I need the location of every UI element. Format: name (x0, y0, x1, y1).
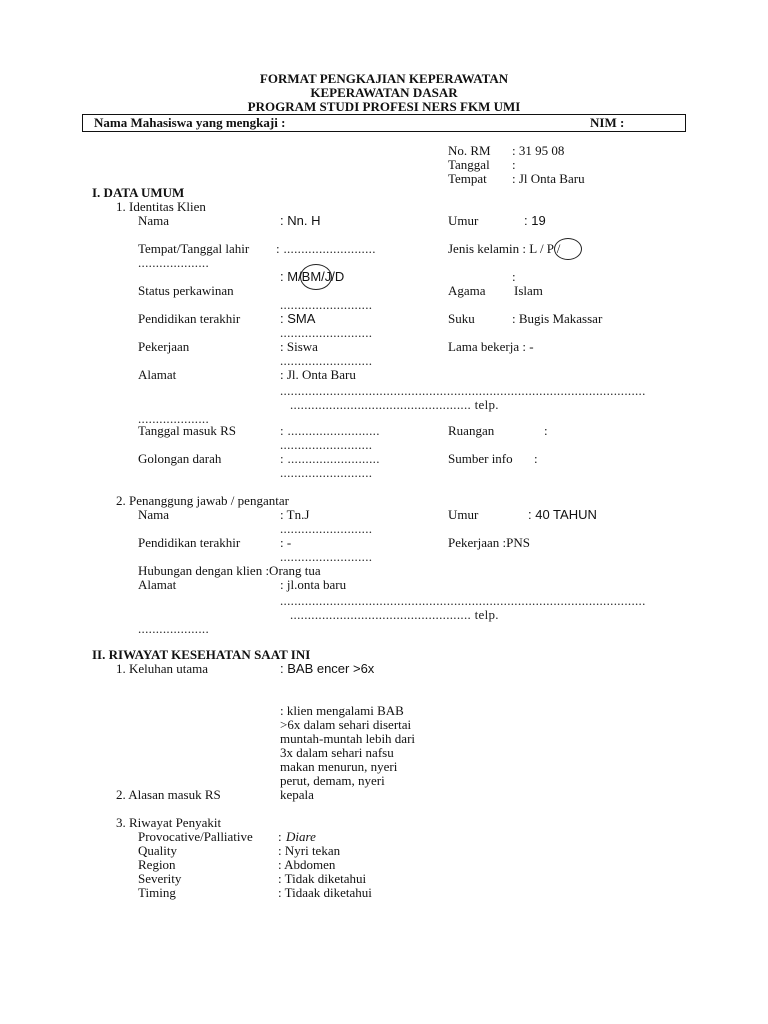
severity-label: Severity (138, 871, 182, 886)
agama-colon: : (512, 269, 516, 284)
ttl-value: : .......................... (276, 241, 376, 256)
tanggal-masuk-value: : .......................... (280, 423, 380, 438)
pj-pendidikan-label: Pendidikan terakhir (138, 535, 241, 550)
timing-label: Timing (138, 885, 176, 900)
lama-bekerja: Lama bekerja : - (448, 339, 534, 354)
agama-label: Agama (448, 283, 486, 298)
ruangan-label: Ruangan (448, 423, 495, 438)
agama-value: Islam (514, 283, 543, 298)
ttl-continuation: .................... (138, 255, 209, 270)
penanggung-jawab-heading: 2. Penanggung jawab / pengantar (116, 493, 289, 508)
pj-alamat-dotfill: ....................................................................................................... (280, 593, 646, 608)
pekerjaan-label: Pekerjaan (138, 339, 190, 354)
alasan-line: : klien mengalami BAB (280, 703, 404, 718)
nama-label: Nama (138, 213, 170, 228)
pekerjaan-dotfill: .......................... (280, 353, 373, 368)
section-data-umum: I. DATA UMUM (92, 185, 185, 200)
identitas-klien-heading: 1. Identitas Klien (116, 199, 206, 214)
golongan-darah-value: : .......................... (280, 451, 380, 466)
umur-value: : 19 (524, 213, 546, 228)
pj-nama-dotfill: .......................... (280, 521, 373, 536)
quality-value: : Nyri tekan (278, 843, 341, 858)
pj-hubungan: Hubungan dengan klien :Orang tua (138, 563, 321, 578)
pj-pekerjaan: Pekerjaan :PNS (448, 535, 530, 550)
quality-label: Quality (138, 843, 177, 858)
pj-nama-label: Nama (138, 507, 170, 522)
pj-umur-label: Umur (448, 507, 479, 522)
golongan-darah-label: Golongan darah (138, 451, 222, 466)
nim-label: NIM : (590, 115, 625, 130)
sumber-info-label: Sumber info (448, 451, 513, 466)
status-dotfill: .......................... (280, 297, 373, 312)
pj-alamat-value: : jl.onta baru (280, 577, 347, 592)
umur-label: Umur (448, 213, 479, 228)
sumber-info-value: : (534, 451, 538, 466)
ttl-label: Tempat/Tanggal lahir (138, 241, 250, 256)
status-label: Status perkawinan (138, 283, 234, 298)
tanggal-masuk-label: Tanggal masuk RS (138, 423, 237, 438)
nama-value: : Nn. H (280, 213, 321, 228)
alamat-dotfill: ....................................................................................................... (280, 383, 646, 398)
alasan-masuk-label: 2. Alasan masuk RS (116, 787, 221, 802)
severity-value: : Tidak diketahui (278, 871, 367, 886)
form-title: FORMAT PENGKAJIAN KEPERAWATAN (259, 71, 509, 86)
suku-value: : Bugis Makassar (512, 311, 603, 326)
keluhan-utama-value: : BAB encer >6x (280, 661, 375, 676)
alamat-value: : Jl. Onta Baru (280, 367, 356, 382)
status-options: : M/BM/J/D (280, 269, 345, 284)
tanggal-label: Tanggal (448, 157, 490, 172)
keluhan-utama-label: 1. Keluhan utama (116, 661, 209, 676)
form-program: PROGRAM STUDI PROFESI NERS FKM UMI (247, 99, 521, 114)
timing-value: : Tidaak diketahui (278, 885, 372, 900)
provocative-colon: : (278, 829, 282, 844)
gender-circle-mark (554, 238, 582, 260)
no-rm-label: No. RM (448, 143, 491, 158)
ruangan-value: : (544, 423, 548, 438)
pj-alamat-telp-line: ................................................... telp. (290, 607, 499, 622)
provocative-value: Diare (286, 829, 316, 844)
alasan-line: kepala (280, 787, 314, 802)
alasan-line: 3x dalam sehari nafsu (280, 745, 394, 760)
status-circle-mark (300, 264, 332, 290)
region-label: Region (138, 857, 176, 872)
suku-label: Suku (448, 311, 475, 326)
alasan-line: makan menurun, nyeri (280, 759, 398, 774)
no-rm-value: : 31 95 08 (512, 143, 565, 158)
region-value: : Abdomen (278, 857, 336, 872)
tanggal-masuk-dotfill: .......................... (280, 437, 373, 452)
jenis-kelamin: Jenis kelamin : L / P / (448, 241, 561, 256)
alamat-continuation: .................... (138, 411, 209, 426)
alamat-telp-line: ................................................... telp. (290, 397, 499, 412)
form-subtitle: KEPERAWATAN DASAR (310, 85, 458, 100)
tanggal-value: : (512, 157, 516, 172)
pekerjaan-value: : Siswa (280, 339, 318, 354)
golongan-darah-dotfill: .......................... (280, 465, 373, 480)
pj-alamat-continuation: .................... (138, 621, 209, 636)
alasan-line: perut, demam, nyeri (280, 773, 385, 788)
pj-alamat-label: Alamat (138, 577, 177, 592)
pendidikan-value: : SMA (280, 311, 316, 326)
alasan-line: muntah-muntah lebih dari (280, 731, 416, 746)
pj-pendidikan-value: : - (280, 535, 292, 550)
pendidikan-label: Pendidikan terakhir (138, 311, 241, 326)
pj-nama-value: : Tn.J (280, 507, 310, 522)
pendidikan-dotfill: .......................... (280, 325, 373, 340)
alamat-label: Alamat (138, 367, 177, 382)
student-name-label: Nama Mahasiswa yang mengkaji : (94, 115, 286, 130)
provocative-label: Provocative/Palliative (138, 829, 253, 844)
riwayat-penyakit-label: 3. Riwayat Penyakit (116, 815, 222, 830)
tempat-label: Tempat (448, 171, 487, 186)
section-riwayat-kesehatan: II. RIWAYAT KESEHATAN SAAT INI (92, 647, 311, 662)
pj-pendidikan-dotfill: .......................... (280, 549, 373, 564)
tempat-value: : Jl Onta Baru (512, 171, 585, 186)
alasan-line: >6x dalam sehari disertai (280, 717, 412, 732)
pj-umur-value: : 40 TAHUN (528, 507, 597, 522)
